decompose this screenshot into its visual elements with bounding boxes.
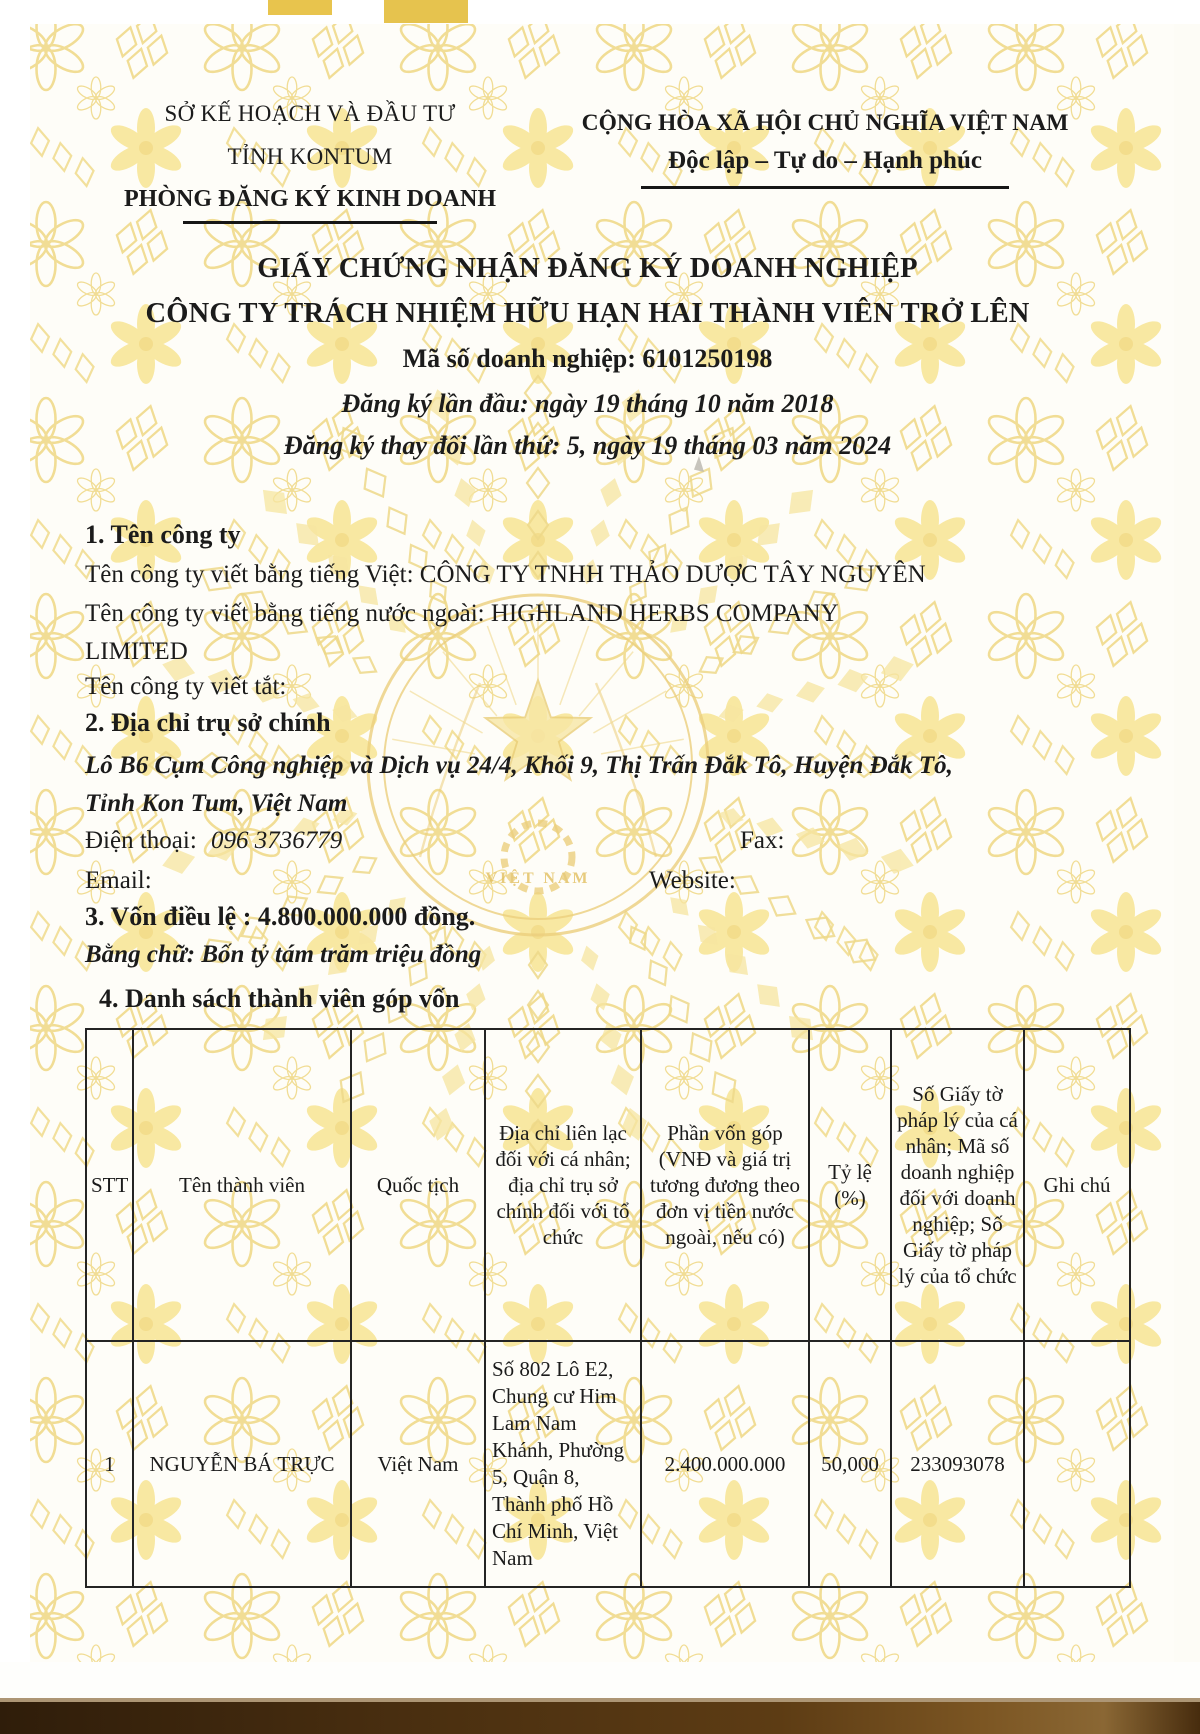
col-header-nationality: Quốc tịch (351, 1029, 485, 1341)
company-name-vietnamese-line (85, 557, 1117, 593)
cell-stt: 1 (86, 1341, 133, 1587)
enterprise-code-line (85, 344, 1090, 374)
certificate-title (85, 246, 1090, 336)
cell-member-name: NGUYỄN BÁ TRỰC (133, 1341, 351, 1587)
fax-label: Fax: (740, 827, 785, 854)
abbreviation-label: Tên công ty viết tắt: (85, 673, 287, 700)
phone-fax-row (85, 823, 1117, 859)
section4-heading: 4. Danh sách thành viên góp vốn (99, 984, 460, 1013)
emblem-text: VIỆT NAM (485, 870, 591, 887)
change-registration-line: Đăng ký thay đổi lần thứ: 5, ngày 19 tháng 03 năm 2024 (283, 431, 892, 460)
cell-contact-address: Số 802 Lô E2, Chung cư Him Lam Nam Khánh, Phường 5, Quận 8, Thành phố Hồ Chí Minh, Việt Nam (485, 1341, 641, 1587)
national-motto-block (555, 108, 1095, 189)
col-header-notes: Ghi chú (1024, 1029, 1130, 1341)
first-registration-line: Đăng ký lần đầu: ngày 19 tháng 10 năm 2018 (341, 389, 834, 418)
company-name-vi-value: CÔNG TY TNHH THẢO DƯỢC TÂY NGUYÊN (419, 561, 926, 588)
company-abbreviation-line (85, 669, 1117, 705)
col-header-contact-address: Địa chỉ liên lạc đối với cá nhân; địa chỉ trụ sở chính đối với tổ chức (485, 1029, 641, 1341)
cell-ratio: 50,000 (809, 1341, 891, 1587)
cell-note (1024, 1341, 1130, 1587)
table-row (86, 1341, 1130, 1587)
table-header-row (86, 1029, 1130, 1341)
enterprise-code-label: Mã số doanh nghiệp: (402, 344, 636, 373)
issuer-line-1: SỞ KẾ HOẠCH VÀ ĐẦU TƯ (164, 101, 456, 126)
section2-heading: 2. Địa chỉ trụ sở chính (85, 708, 331, 737)
enterprise-code-value: 6101250198 (642, 344, 773, 373)
issuing-authority-block (95, 99, 525, 224)
email-label: Email: (85, 867, 152, 894)
company-name-vi-label: Tên công ty viết bằng tiếng Việt: (85, 561, 414, 588)
phone-value: 096 3736779 (211, 827, 343, 854)
cell-capital-contribution: 2.400.000.000 (641, 1341, 809, 1587)
company-name-foreign-label: Tên công ty viết bằng tiếng nước ngoài: (85, 600, 485, 627)
col-header-stt: STT (86, 1029, 133, 1341)
title-line-2: CÔNG TY TRÁCH NHIỆM HỮU HẠN HAI THÀNH VIÊN TRỞ LÊN (145, 298, 1030, 329)
title-line-1: GIẤY CHỨNG NHẬN ĐĂNG KÝ DOANH NGHIỆP (257, 253, 918, 284)
company-name-foreign-value-2: LIMITED (85, 638, 188, 665)
cell-legal-id: 233093078 (891, 1341, 1024, 1587)
col-header-legal-papers: Số Giấy tờ pháp lý của cá nhân; Mã số doanh nghiệp đối với doanh nghiệp; Số Giấy tờ pháp lý của tổ chức (891, 1029, 1024, 1341)
phone-label: Điện thoại: (85, 827, 197, 854)
issuer-line-3: PHÒNG ĐĂNG KÝ KINH DOANH (124, 186, 496, 212)
charter-capital-label: 3. Vốn điều lệ : (85, 902, 252, 931)
section1-heading: 1. Tên công ty (85, 520, 241, 549)
email-website-row (85, 863, 1117, 899)
company-name-foreign-value-1: HIGHLAND HERBS COMPANY (490, 600, 839, 627)
charter-capital-value: 4.800.000.000 đồng. (257, 902, 476, 931)
company-name-foreign-line (85, 596, 1117, 632)
members-table (85, 1028, 1131, 1588)
issuer-line-2: TỈNH KONTUM (227, 144, 393, 169)
issuer-underline (183, 221, 437, 224)
website-label: Website: (649, 867, 736, 894)
col-header-member-name: Tên thành viên (133, 1029, 351, 1341)
national-underline (641, 186, 1009, 189)
cell-nationality: Việt Nam (351, 1341, 485, 1587)
national-line-2: Độc lập – Tự do – Hạnh phúc (668, 147, 982, 174)
capital-in-words-line: Bằng chữ: Bốn tỷ tám trăm triệu đồng (85, 941, 482, 968)
col-header-ratio: Tỷ lệ (%) (809, 1029, 891, 1341)
head-office-address-line-1: Lô B6 Cụm Công nghiệp và Dịch vụ 24/4, Khối 9, Thị Trấn Đắk Tô, Huyện Đắk Tô, (85, 752, 953, 779)
national-line-1: CỘNG HÒA XÃ HỘI CHỦ NGHĨA VIỆT NAM (581, 110, 1069, 136)
charter-capital-line (85, 899, 1117, 935)
col-header-capital-contribution: Phần vốn góp (VNĐ và giá trị tương đương theo đơn vị tiền nước ngoài, nếu có) (641, 1029, 809, 1341)
head-office-address-line-2: Tỉnh Kon Tum, Việt Nam (85, 790, 348, 817)
